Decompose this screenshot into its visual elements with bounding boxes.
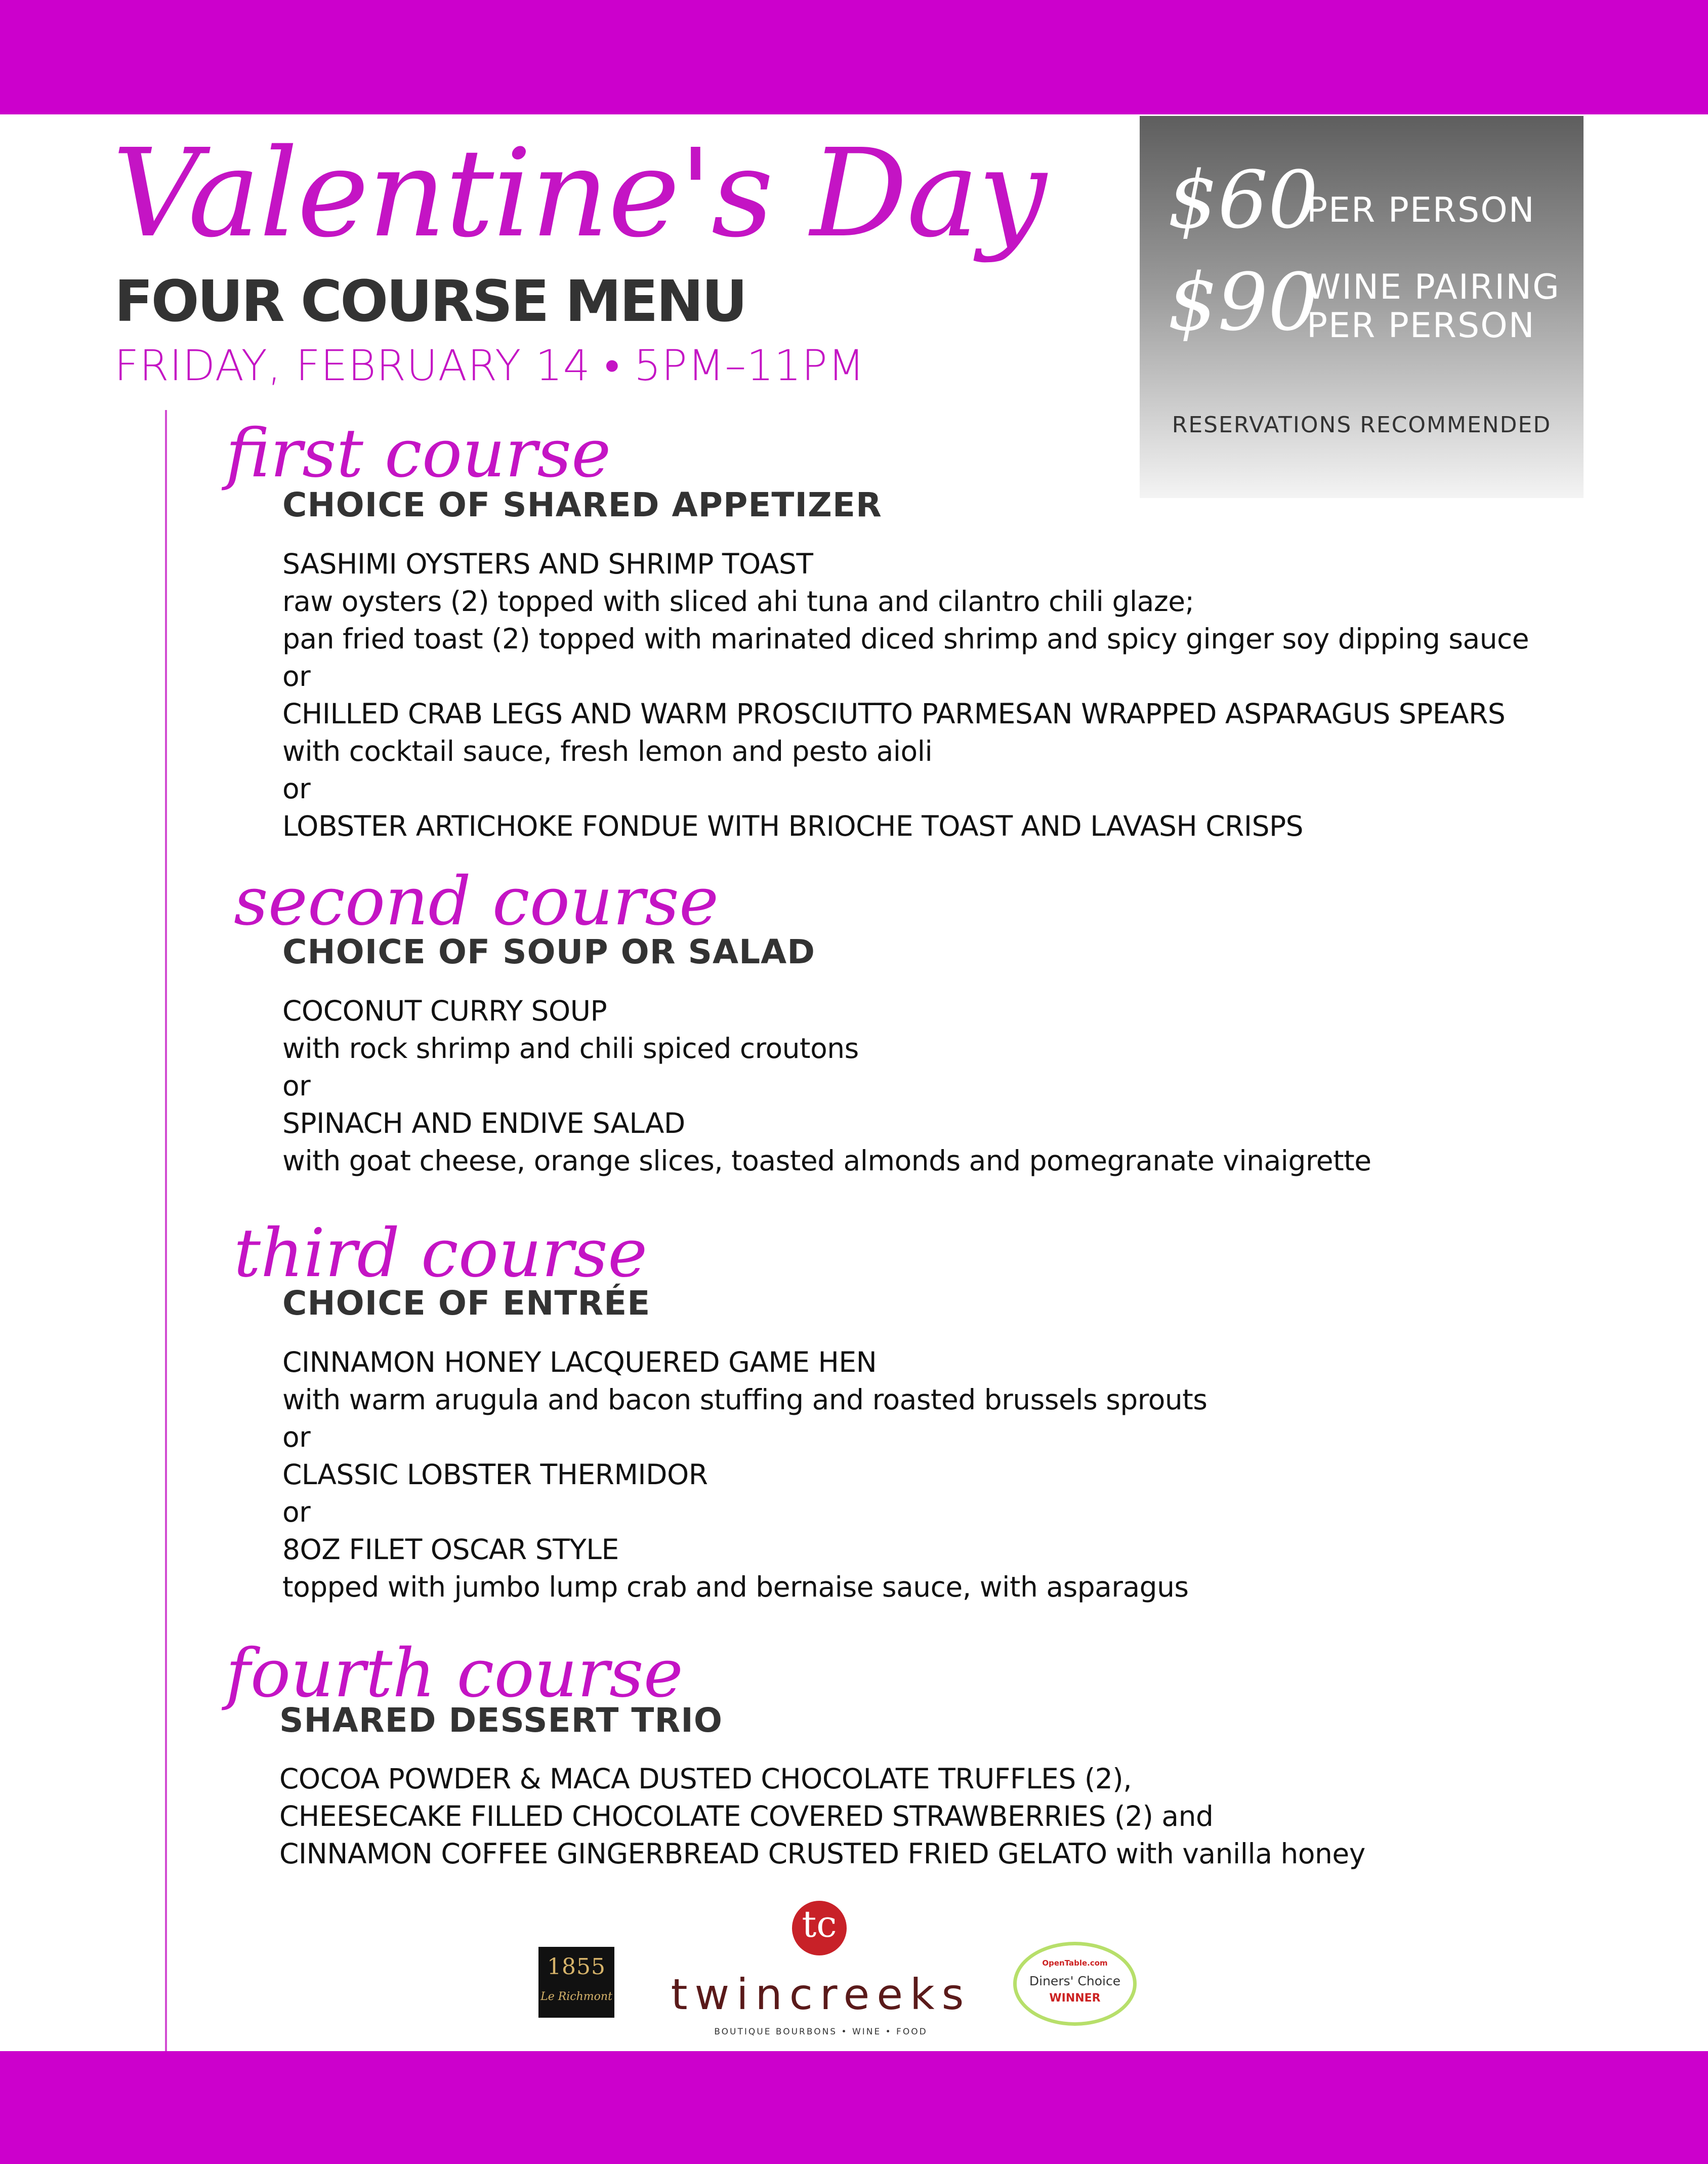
course-items-second (282, 992, 1371, 1179)
list-item: or (282, 1496, 311, 1528)
course-script-fourth: fourth course (226, 1635, 683, 1712)
divider-line (165, 410, 167, 2054)
list-item: with rock shrimp and chili spiced croutons (282, 1032, 859, 1065)
twincreeks-tagline: BOUTIQUE BOURBONS • WINE • FOOD (714, 2027, 928, 2037)
list-item: SPINACH AND ENDIVE SALAD (282, 1107, 685, 1139)
list-item: SASHIMI OYSTERS AND SHRIMP TOAST (282, 548, 813, 580)
course-items-fourth (279, 1760, 1365, 1872)
course-heading-second: CHOICE OF SOUP OR SALAD (282, 932, 816, 971)
page-subtitle: FOUR COURSE MENU (114, 269, 746, 335)
list-item: 8OZ FILET OSCAR STYLE (282, 1533, 619, 1566)
course-items-third (282, 1343, 1207, 1606)
logo-1855-number: 1855 (547, 1954, 606, 1980)
opentable-status: WINNER (1049, 1992, 1101, 2005)
list-item: or (282, 660, 311, 692)
list-item: or (282, 772, 311, 805)
course-items-first (282, 545, 1529, 845)
list-item: COCOA POWDER & MACA DUSTED CHOCOLATE TRUFFLES (2), (279, 1763, 1132, 1795)
list-item: LOBSTER ARTICHOKE FONDUE WITH BRIOCHE TOAST AND LAVASH CRISPS (282, 810, 1304, 842)
price-amount: $60 (1168, 154, 1318, 246)
price-amount: $90 (1168, 256, 1318, 348)
logo-1855 (538, 1947, 614, 2018)
price-label-line-1: WINE PAIRING (1307, 267, 1560, 307)
twincreeks-monogram-icon (792, 1901, 847, 1955)
list-item: CLASSIC LOBSTER THERMIDOR (282, 1458, 708, 1491)
opentable-award-badge (1013, 1942, 1137, 2026)
course-heading-third: CHOICE OF ENTRÉE (282, 1284, 651, 1323)
list-item: with warm arugula and bacon stuffing and roasted brussels sprouts (282, 1383, 1207, 1416)
list-item: or (282, 1070, 311, 1102)
top-accent-band (0, 0, 1708, 114)
list-item: CHEESECAKE FILLED CHOCOLATE COVERED STRAWBERRIES (2) and (279, 1800, 1214, 1832)
event-date: FRIDAY, FEBRUARY 14 • 5PM–11PM (114, 341, 865, 390)
list-item: CINNAMON COFFEE GINGERBREAD CRUSTED FRIED GELATO with vanilla honey (279, 1838, 1365, 1870)
opentable-brand: OpenTable.com (1042, 1958, 1108, 1968)
list-item: or (282, 1421, 311, 1453)
list-item: CINNAMON HONEY LACQUERED GAME HEN (282, 1346, 877, 1378)
list-item: pan fried toast (2) topped with marinated diced shrimp and spicy ginger soy dipping sauce (282, 623, 1529, 655)
course-script-second: second course (234, 863, 719, 941)
reservations-note: RESERVATIONS RECOMMENDED (1172, 412, 1552, 438)
course-script-third: third course (234, 1214, 648, 1292)
opentable-award: Diners' Choice (1029, 1974, 1121, 1988)
twincreeks-logo: twincreeks (671, 1970, 971, 2019)
list-item: COCONUT CURRY SOUP (282, 995, 607, 1027)
list-item: CHILLED CRAB LEGS AND WARM PROSCIUTTO PARMESAN WRAPPED ASPARAGUS SPEARS (282, 698, 1506, 730)
course-heading-fourth: SHARED DESSERT TRIO (279, 1701, 723, 1740)
pricing-panel (1140, 116, 1584, 498)
price-label-line-2: PER PERSON (1307, 306, 1535, 346)
list-item: with goat cheese, orange slices, toasted almonds and pomegranate vinaigrette (282, 1145, 1371, 1177)
list-item: with cocktail sauce, fresh lemon and pesto aioli (282, 735, 933, 767)
course-script-first: first course (226, 415, 611, 493)
list-item: raw oysters (2) topped with sliced ahi tuna and cilantro chili glaze; (282, 585, 1194, 618)
twincreeks-monogram: tc (802, 1903, 837, 1945)
price-label: PER PERSON (1307, 190, 1535, 230)
bottom-accent-band (0, 2051, 1708, 2164)
page-title: Valentine's Day (112, 123, 1046, 264)
course-heading-first: CHOICE OF SHARED APPETIZER (282, 485, 882, 524)
logo-1855-signature: Le Richmont (540, 1990, 612, 2003)
list-item: topped with jumbo lump crab and bernaise sauce, with asparagus (282, 1571, 1189, 1603)
